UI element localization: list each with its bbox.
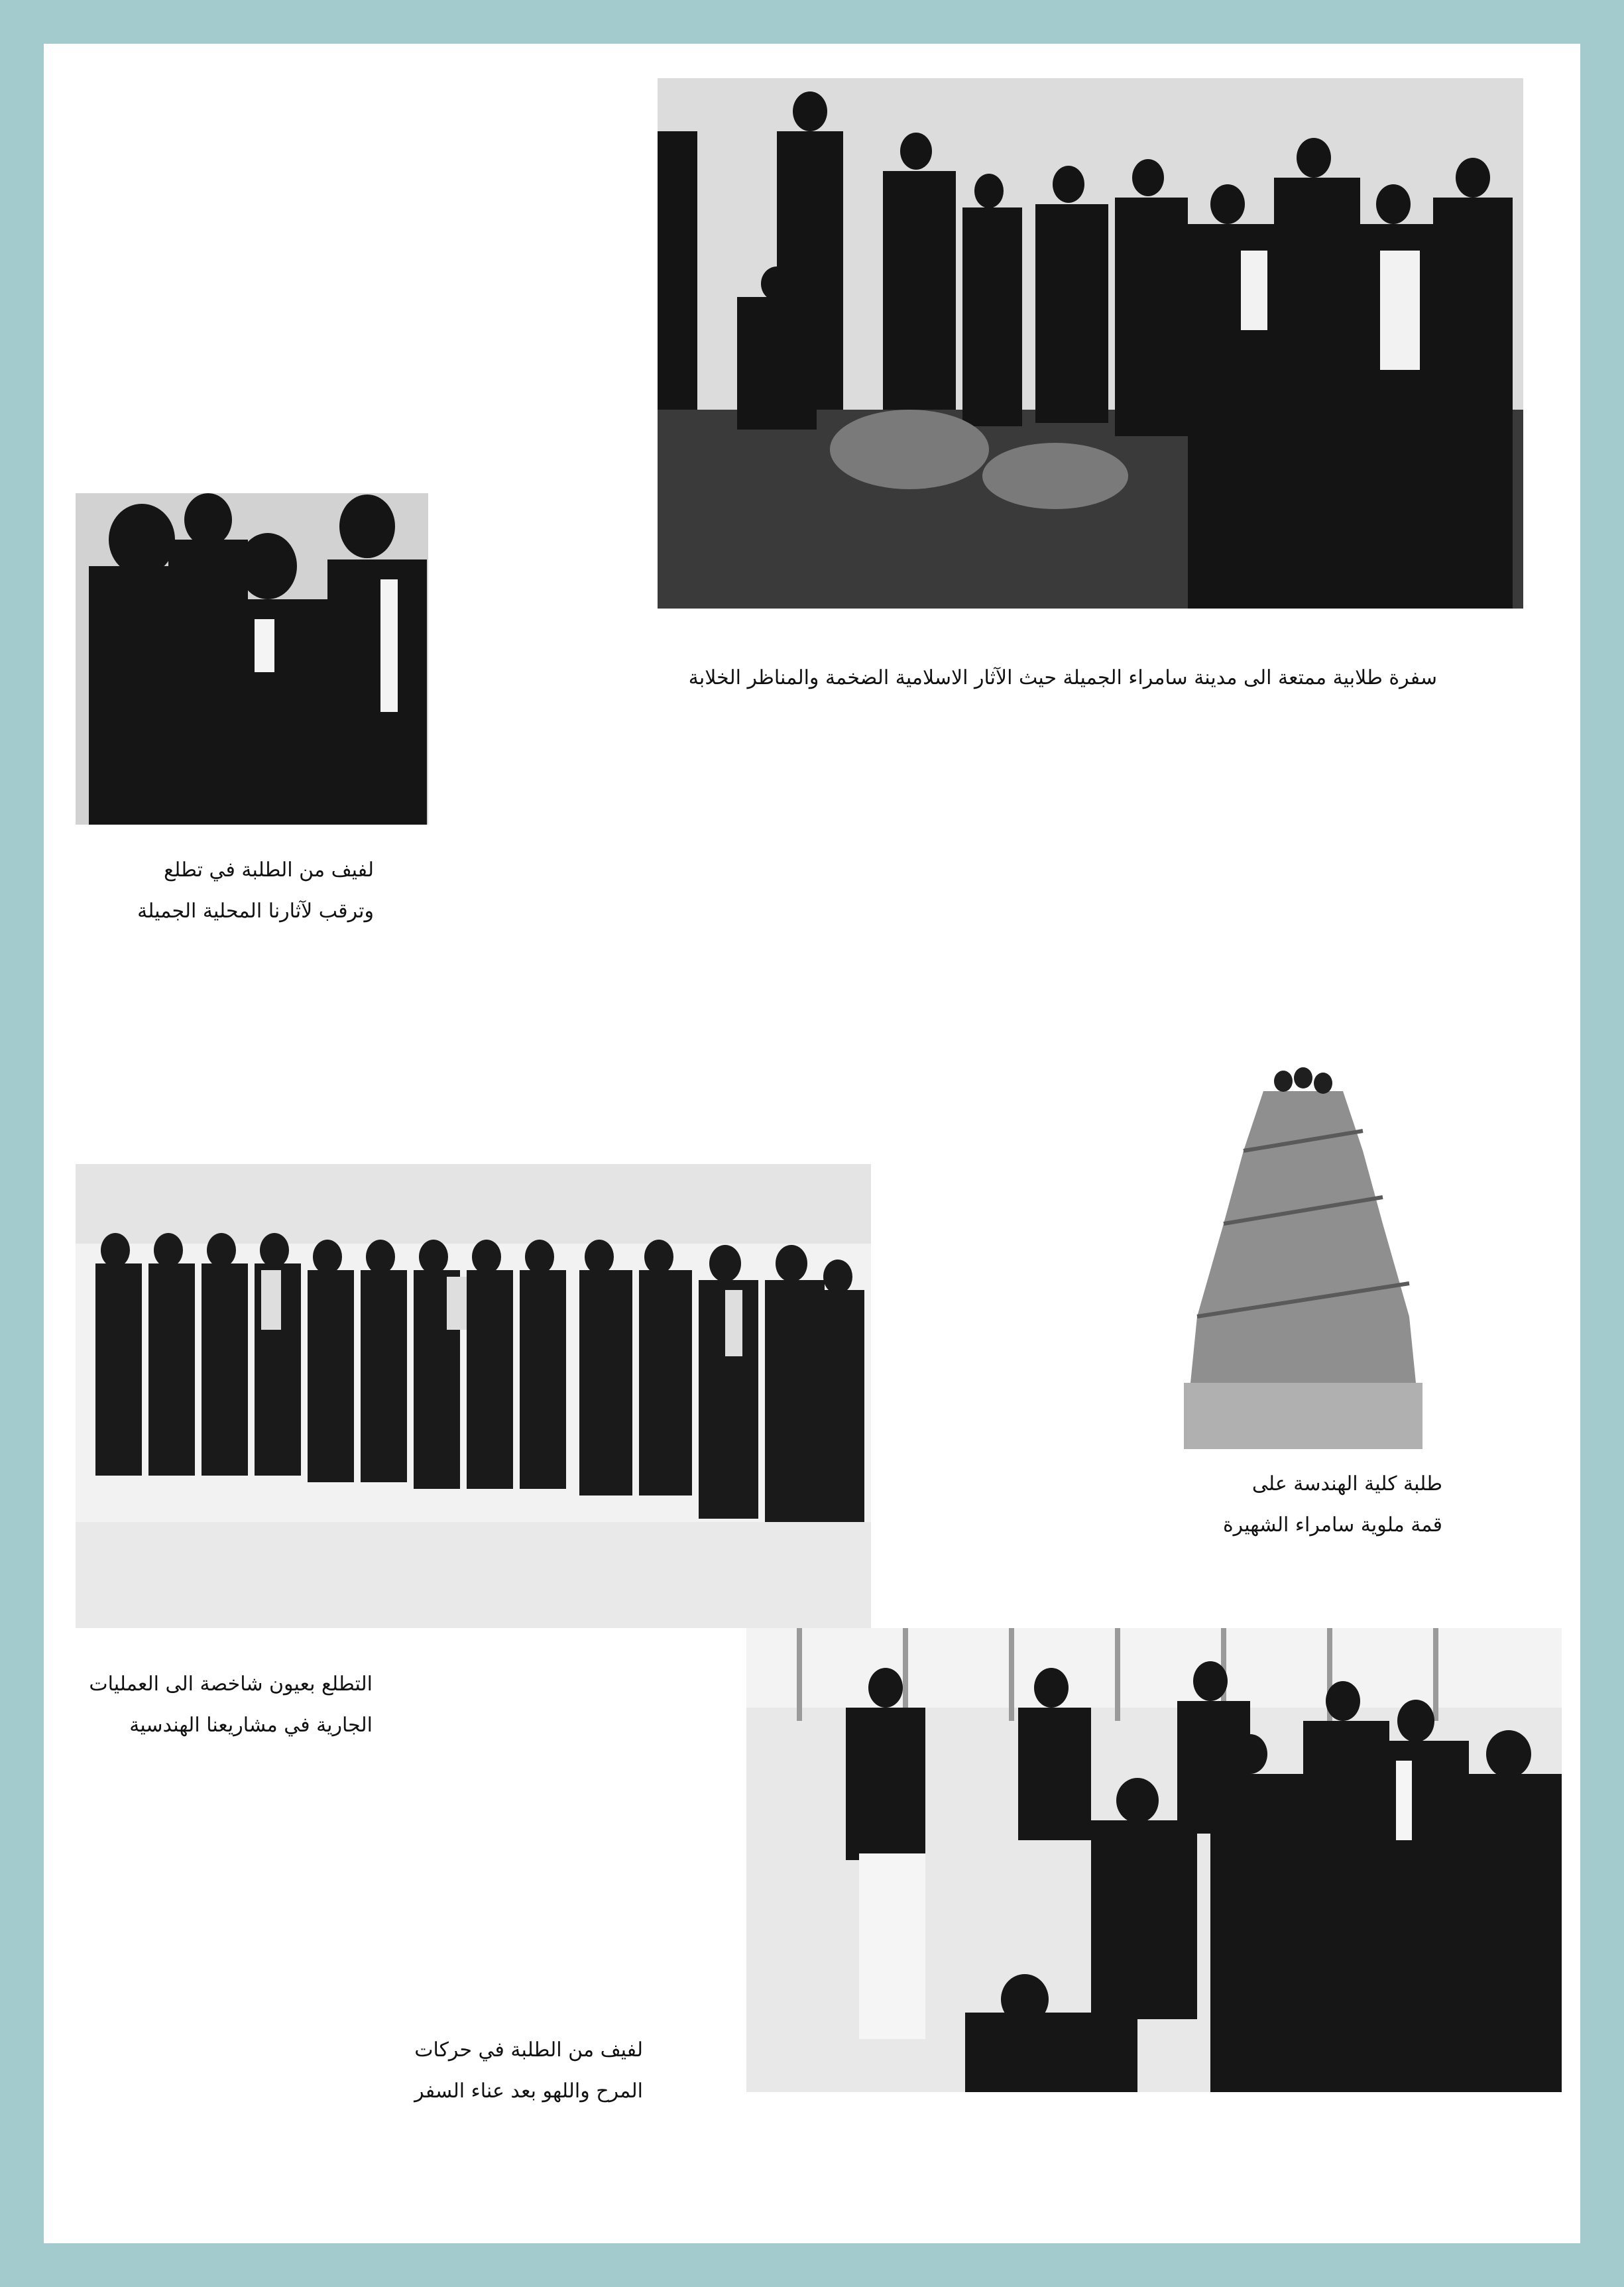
photo-line-of-students <box>76 1164 871 1628</box>
caption-samarra-trip <box>689 658 1437 699</box>
caption-line: المرح واللهو بعد عناء السفر <box>414 2080 643 2103</box>
caption-line: وترقب لآثارنا المحلية الجميلة <box>137 900 374 923</box>
photo-students-closeup <box>76 493 428 825</box>
caption-engineering-projects <box>89 1664 373 1746</box>
caption-line: لفيف من الطلبة في حركات <box>414 2038 643 2062</box>
caption-fun-after-trip <box>414 2030 643 2112</box>
caption-line: سفرة طلابية ممتعة الى مدينة سامراء الجميلة حيث الآثار الاسلامية الضخمة والمناظر الخلابة <box>688 666 1437 689</box>
document-page <box>44 44 1580 2243</box>
photo-students-having-fun <box>746 1628 1562 2092</box>
caption-line: الجارية في مشاريعنا الهندسية <box>129 1714 373 1737</box>
caption-students-look <box>137 850 374 932</box>
caption-line: قمة ملوية سامراء الشهيرة <box>1222 1513 1442 1537</box>
photo-malwiya-minaret <box>1144 852 1482 1449</box>
photo-students-on-rocks <box>658 78 1523 609</box>
caption-line: طلبة كلية الهندسة على <box>1251 1472 1442 1495</box>
caption-line: لفيف من الطلبة في تطلع <box>164 858 374 882</box>
caption-line: التطلع بعيون شاخصة الى العمليات <box>89 1672 373 1696</box>
caption-malwiya-top <box>1223 1464 1442 1546</box>
